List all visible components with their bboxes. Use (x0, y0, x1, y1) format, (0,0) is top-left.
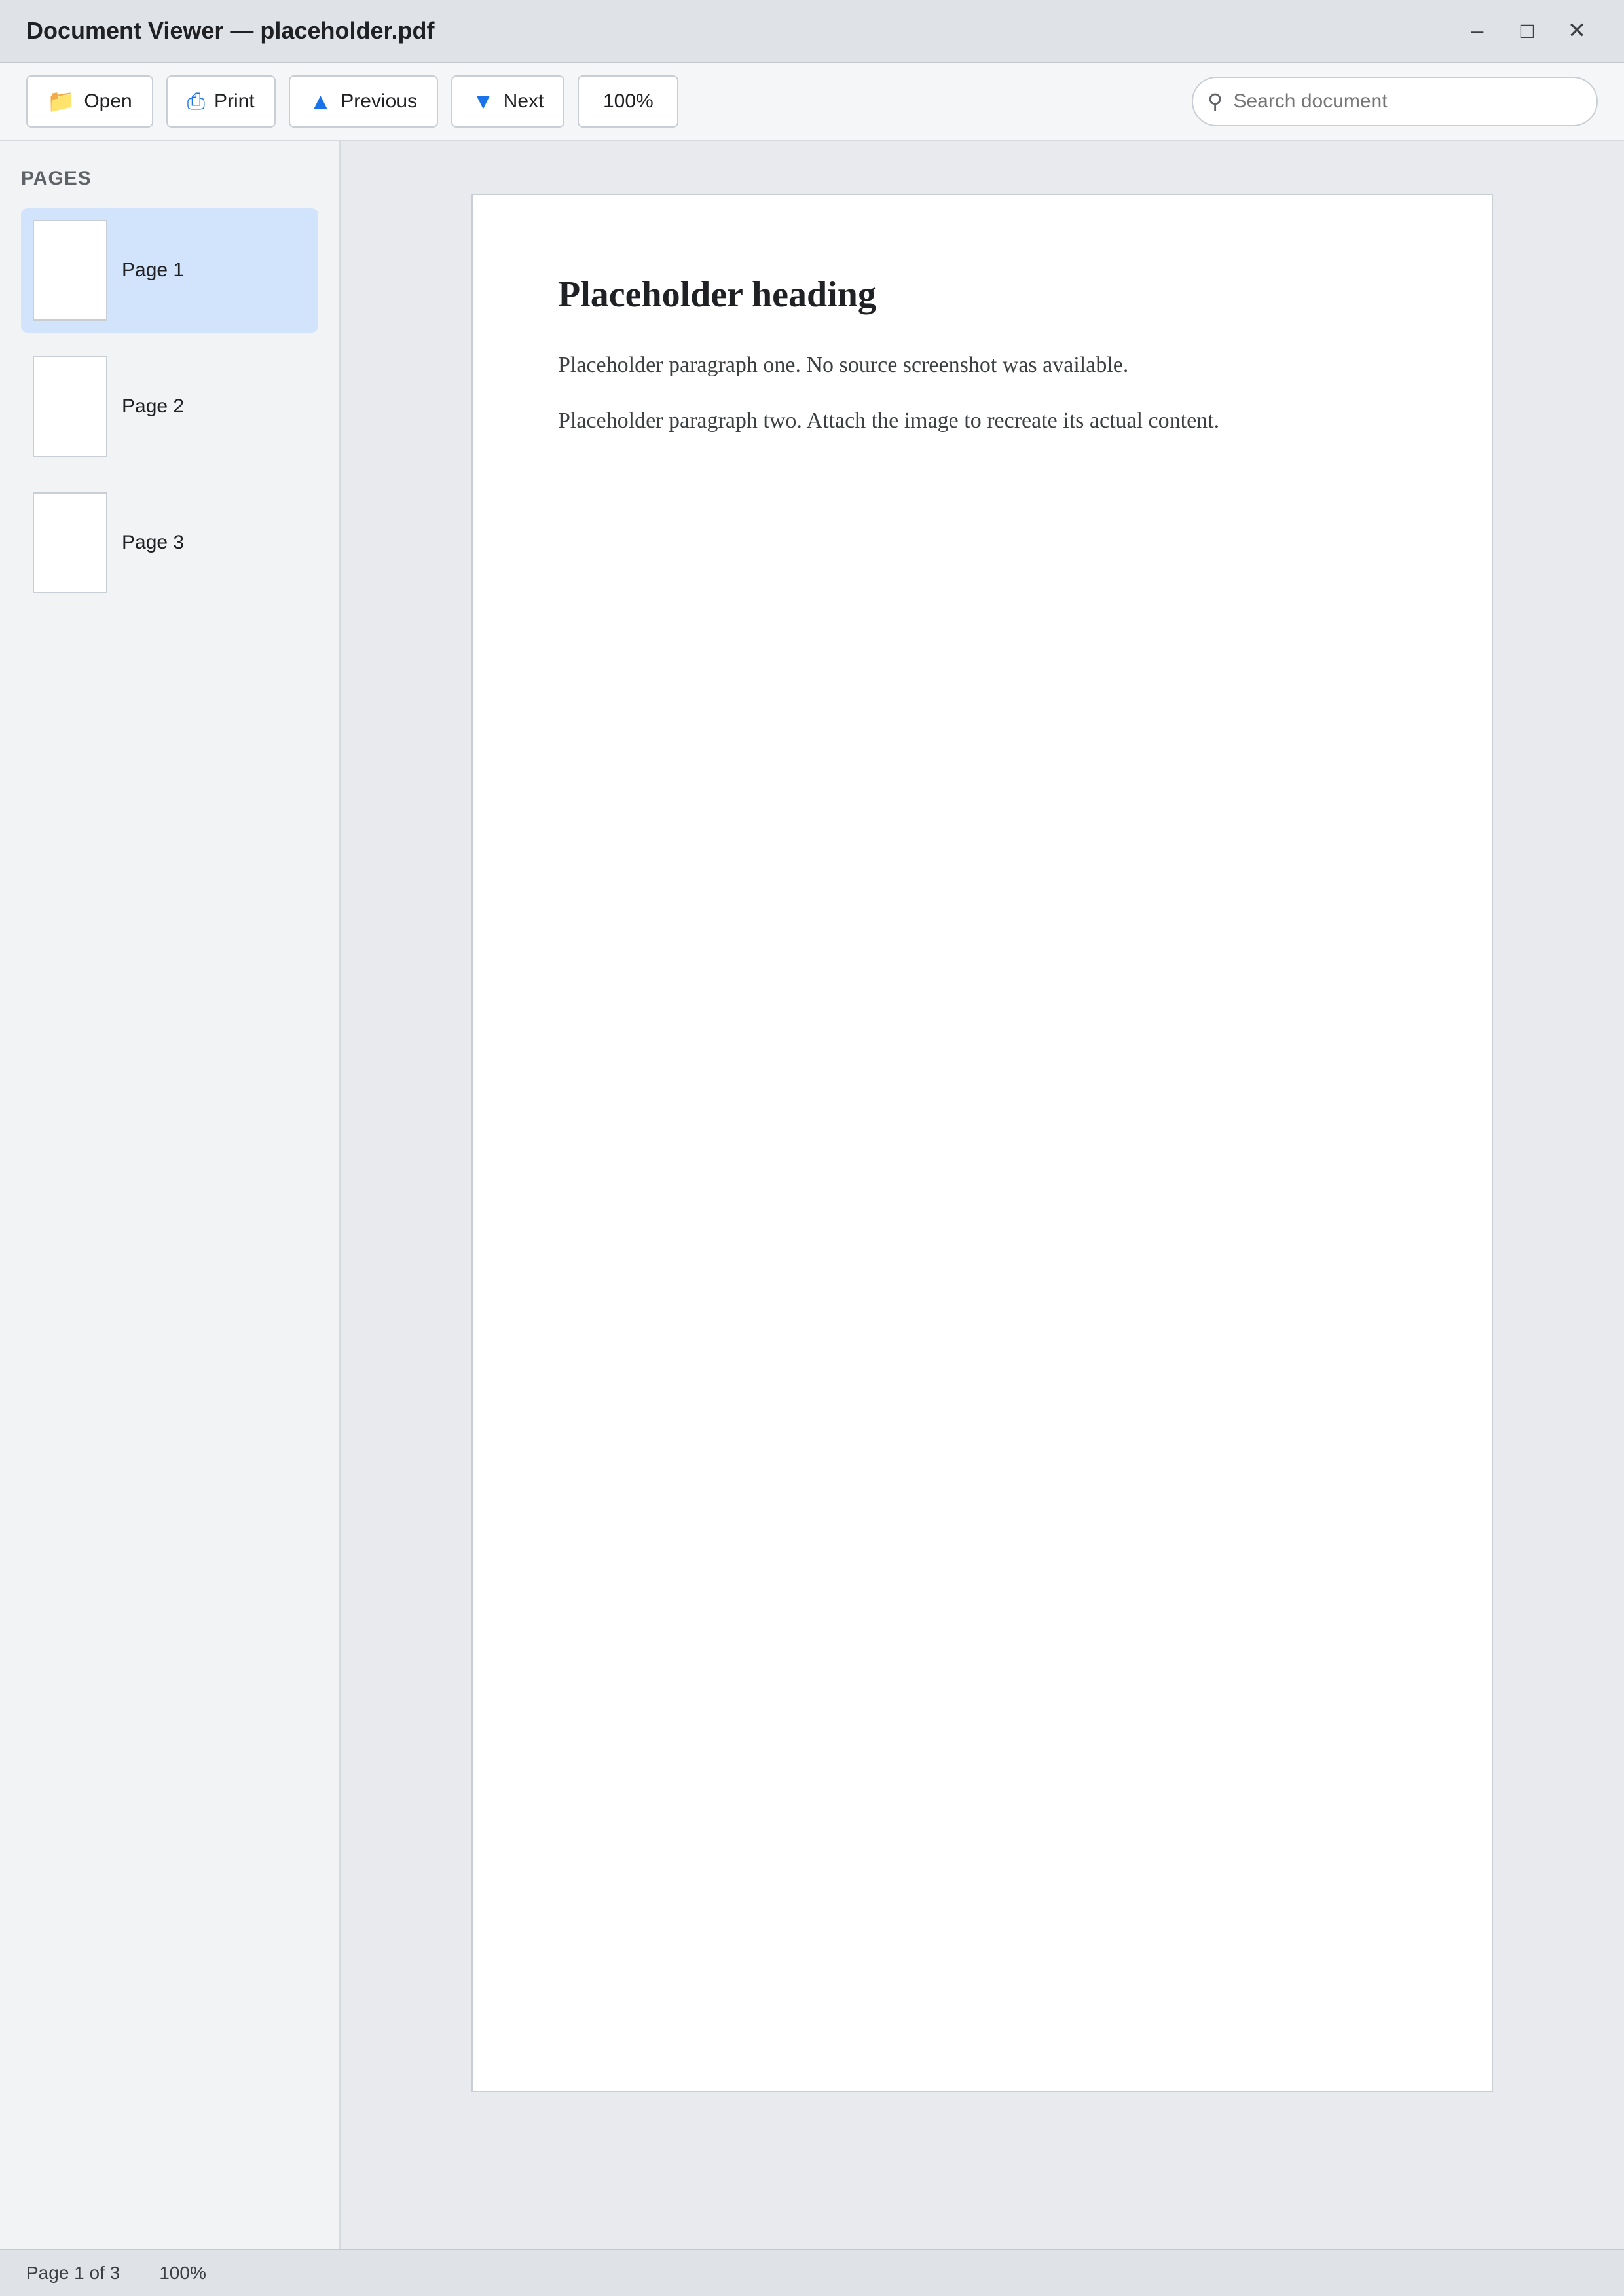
sidebar-item-page-1[interactable] (21, 208, 318, 333)
minimize-button[interactable]: – (1471, 18, 1484, 43)
page-thumbnail (33, 492, 107, 593)
sidebar-heading: PAGES (21, 168, 92, 189)
sidebar-item-label: Page 1 (122, 259, 185, 281)
previous-page-button[interactable] (289, 75, 438, 128)
folder-icon: 📁 (47, 89, 75, 114)
status-bar (0, 2249, 1624, 2296)
document-paragraph: Placeholder paragraph one. No source screenshot was available. (558, 353, 1129, 377)
search-input[interactable] (1232, 90, 1582, 113)
chevron-up-icon: ▲ (309, 88, 332, 114)
previous-label: Previous (341, 90, 417, 112)
sidebar-item-label: Page 2 (122, 395, 185, 417)
open-label: Open (84, 90, 132, 112)
next-page-button[interactable] (451, 75, 564, 128)
page-indicator: Page 1 of 3 (26, 2263, 120, 2283)
zoom-select[interactable]: 100% (578, 75, 678, 128)
toolbar (0, 63, 1624, 141)
search-icon: ⚲ (1208, 90, 1223, 113)
chevron-down-icon: ▼ (472, 88, 494, 114)
window-title: Document Viewer — placeholder.pdf (26, 17, 435, 44)
sidebar (0, 141, 341, 2249)
next-label: Next (503, 90, 544, 112)
zoom-indicator: 100% (159, 2263, 206, 2283)
close-button[interactable]: ✕ (1567, 18, 1587, 43)
document-paragraph: Placeholder paragraph two. Attach the image to recreate its actual content. (558, 409, 1220, 433)
document-heading: Placeholder heading (558, 274, 876, 315)
print-label: Print (213, 90, 255, 112)
page-thumbnail (33, 220, 107, 321)
sidebar-item-label: Page 3 (122, 532, 185, 553)
document-viewport[interactable] (341, 141, 1624, 2249)
printer-icon: ⎙ (187, 88, 205, 114)
title-bar (0, 0, 1624, 63)
content-area (0, 141, 1624, 2249)
document-page (471, 194, 1493, 2092)
sidebar-item-page-2[interactable] (21, 344, 318, 469)
maximize-button[interactable]: □ (1520, 18, 1534, 43)
sidebar-item-page-3[interactable] (21, 481, 318, 605)
open-button[interactable] (26, 75, 153, 128)
search-box[interactable] (1192, 77, 1598, 126)
page-thumbnail (33, 356, 107, 457)
print-button[interactable] (166, 75, 276, 128)
